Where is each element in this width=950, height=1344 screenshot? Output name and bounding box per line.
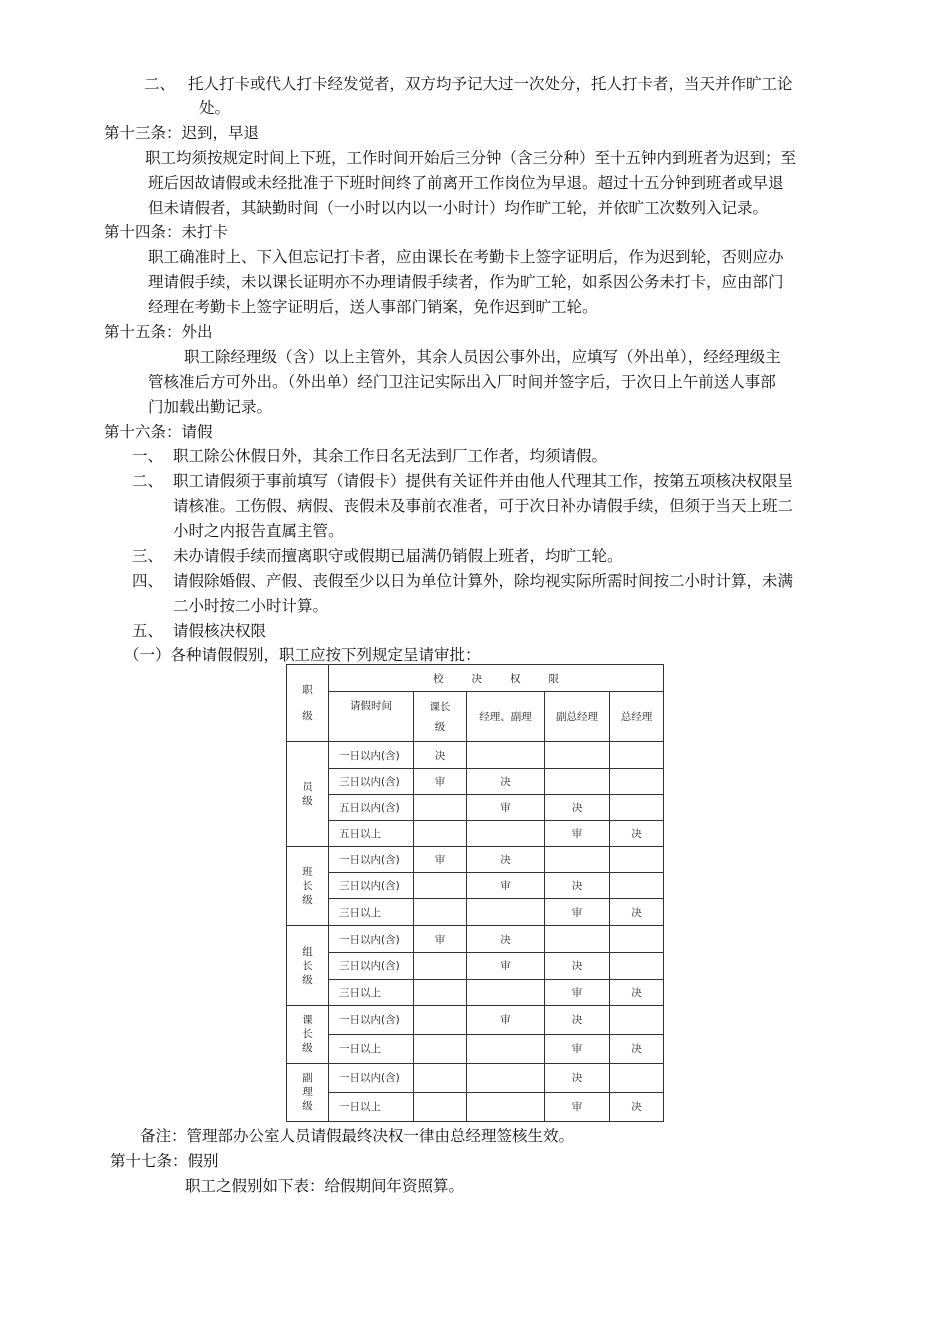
table-cell: 决 <box>414 742 467 769</box>
sub-clause-line: （一）各种请假假别，职工应按下列规定呈请审批： <box>124 646 481 664</box>
table-cell: 决 <box>467 847 545 873</box>
table-cell <box>467 979 545 1005</box>
table-cell <box>467 1034 545 1063</box>
table-cell: 审 <box>414 926 467 952</box>
table-note: 备注：管理部办公室人员请假最终决权一律由总经理签核生效。 <box>140 1127 575 1145</box>
table-cell: 审 <box>545 1092 610 1121</box>
table-cell <box>610 769 664 795</box>
paragraph-line: 经理在考勤卡上签字证明后，送人事部门销案，免作迟到旷工轮。 <box>148 298 598 316</box>
table-cell: 决 <box>545 952 610 979</box>
table-cell <box>545 769 610 795</box>
paragraph-line: 门加载出勤记录。 <box>148 398 273 416</box>
paragraph-line: 请核准。工伤假、病假、丧假未及事前衣准者，可于次日补办请假手续，但须于当天上班二 <box>173 497 794 515</box>
table-cell: 决 <box>545 1005 610 1034</box>
paragraph-line: 请假除婚假、产假、丧假至少以日为单位计算外，除均视实际所需时间按二小时计算，未满 <box>173 572 794 590</box>
level-label: 副 理 级 <box>287 1063 329 1121</box>
table-cell <box>545 926 610 952</box>
table-cell <box>610 1063 664 1092</box>
article-13-title: 第十三条：迟到，早退 <box>104 124 260 142</box>
table-cell: 决 <box>467 926 545 952</box>
paragraph-line: 职工之假别如下表：给假期间年资照算。 <box>185 1177 465 1195</box>
authority-header: 校决权限 <box>329 665 664 692</box>
table-cell: 审 <box>545 821 610 847</box>
item-number: 三、 <box>132 547 164 565</box>
item-number: 二、 <box>132 472 164 490</box>
table-cell: 一日以内(含) <box>329 926 414 952</box>
table-cell: 一日以内(含) <box>329 742 414 769</box>
table-cell: 审 <box>545 1034 610 1063</box>
item-number: 二、 <box>144 75 176 93</box>
table-cell: 一日以上 <box>329 1034 414 1063</box>
col-header: 经理、副理 <box>467 692 545 742</box>
table-cell <box>414 1034 467 1063</box>
paragraph-line: 管核准后方可外出。（外出单）经门卫注记实际出入厂时间并签字后，于次日上午前送人事部 <box>148 373 776 391</box>
table-cell <box>414 899 467 926</box>
col-header: 课长 级 <box>414 692 467 742</box>
paragraph-line: 请假核决权限 <box>173 622 267 640</box>
table-cell: 决 <box>545 795 610 821</box>
paragraph-line: 二小时按二小时计算。 <box>173 597 329 615</box>
table-cell <box>414 979 467 1005</box>
article-16-title: 第十六条：请假 <box>104 423 213 441</box>
paragraph-line: 托人打卡或代人打卡经发觉者，双方均予记大过一次处分，托人打卡者，当天并作旷工论 <box>188 75 793 93</box>
table-cell <box>467 899 545 926</box>
article-17-title: 第十七条：假别 <box>110 1152 219 1170</box>
table-cell: 审 <box>467 795 545 821</box>
col-header: 副总经理 <box>545 692 610 742</box>
level-header: 职 级 <box>287 665 329 742</box>
table-cell: 审 <box>414 769 467 795</box>
level-label: 课 长 级 <box>287 1005 329 1063</box>
table-cell: 审 <box>545 979 610 1005</box>
table-cell <box>467 1092 545 1121</box>
table-cell: 三日以内(含) <box>329 769 414 795</box>
table-cell <box>414 1063 467 1092</box>
table-cell: 决 <box>545 1063 610 1092</box>
table-cell <box>610 795 664 821</box>
table-cell: 一日以内(含) <box>329 1005 414 1034</box>
table-cell: 三日以上 <box>329 979 414 1005</box>
paragraph-line: 处。 <box>199 99 231 117</box>
paragraph-line: 班后因故请假或未经批准于下班时间终了前离开工作岗位为早退。超过十五分钟到班者或早退 <box>148 174 784 192</box>
table-cell <box>414 1092 467 1121</box>
level-label: 员 级 <box>287 742 329 847</box>
table-cell: 一日以内(含) <box>329 1063 414 1092</box>
table-cell: 审 <box>545 899 610 926</box>
paragraph-line: 但未请假者，其缺勤时间（一小时以内以一小时计）均作旷工轮，并依旷工次数列入记录。 <box>148 199 769 217</box>
table-cell: 决 <box>610 1092 664 1121</box>
paragraph-line: 理请假手续，未以课长证明亦不办理请假手续者，作为旷工轮，如系因公务未打卡，应由部门 <box>148 273 784 291</box>
table-cell: 决 <box>610 1034 664 1063</box>
table-cell <box>414 952 467 979</box>
leave-time-header: 请假时间 <box>329 692 414 742</box>
table-cell: 审 <box>414 847 467 873</box>
article-15-title: 第十五条：外出 <box>104 323 213 341</box>
table-cell <box>545 742 610 769</box>
table-cell <box>610 952 664 979</box>
table-cell: 决 <box>545 873 610 899</box>
table-cell: 审 <box>467 952 545 979</box>
table-cell: 决 <box>610 979 664 1005</box>
table-cell <box>414 873 467 899</box>
table-cell <box>467 1063 545 1092</box>
table-cell <box>414 821 467 847</box>
table-cell <box>414 795 467 821</box>
table-cell <box>545 847 610 873</box>
table-cell <box>467 821 545 847</box>
paragraph-line: 职工确准时上、下入但忘记打卡者，应由课长在考勤卡上签字证明后，作为迟到轮，否则应办 <box>148 248 784 266</box>
table-cell: 五日以内(含) <box>329 795 414 821</box>
table-cell: 三日以内(含) <box>329 952 414 979</box>
table-cell: 决 <box>610 899 664 926</box>
paragraph-line: 职工请假须于事前填写（请假卡）提供有关证件并由他人代理其工作，按第五项核决权限呈 <box>173 472 794 490</box>
paragraph-line: 职工除经理级（含）以上主管外，其余人员因公事外出，应填写（外出单），经经理级主 <box>184 348 781 366</box>
table-cell <box>467 742 545 769</box>
table-cell: 五日以上 <box>329 821 414 847</box>
table-cell <box>610 847 664 873</box>
table-cell: 一日以内(含) <box>329 847 414 873</box>
paragraph-line: 小时之内报告直属主管。 <box>173 522 344 540</box>
paragraph-line: 未办请假手续而擅离职守或假期已届满仍销假上班者，均旷工轮。 <box>173 547 623 565</box>
level-label: 班 长 级 <box>287 847 329 926</box>
table-cell <box>610 742 664 769</box>
item-number: 四、 <box>132 572 164 590</box>
table-cell <box>610 1005 664 1034</box>
table-cell <box>610 926 664 952</box>
paragraph-line: 职工均须按规定时间上下班，工作时间开始后三分钟（含三分种）至十五钟内到班者为迟到；至 <box>145 149 797 167</box>
item-number: 五、 <box>132 622 164 640</box>
level-label: 组 长 级 <box>287 926 329 1005</box>
table-cell: 审 <box>467 1005 545 1034</box>
table-cell: 三日以内(含) <box>329 873 414 899</box>
table-cell <box>414 1005 467 1034</box>
table-cell <box>610 873 664 899</box>
leave-approval-table <box>286 664 664 1122</box>
table-cell: 一日以上 <box>329 1092 414 1121</box>
article-14-title: 第十四条：未打卡 <box>104 223 229 241</box>
col-header: 总经理 <box>610 692 664 742</box>
table-cell: 审 <box>467 873 545 899</box>
table-cell: 三日以上 <box>329 899 414 926</box>
table-cell: 决 <box>610 821 664 847</box>
table-cell: 决 <box>467 769 545 795</box>
paragraph-line: 职工除公休假日外，其余工作日名无法到厂工作者，均须请假。 <box>173 447 608 465</box>
item-number: 一、 <box>132 447 164 465</box>
